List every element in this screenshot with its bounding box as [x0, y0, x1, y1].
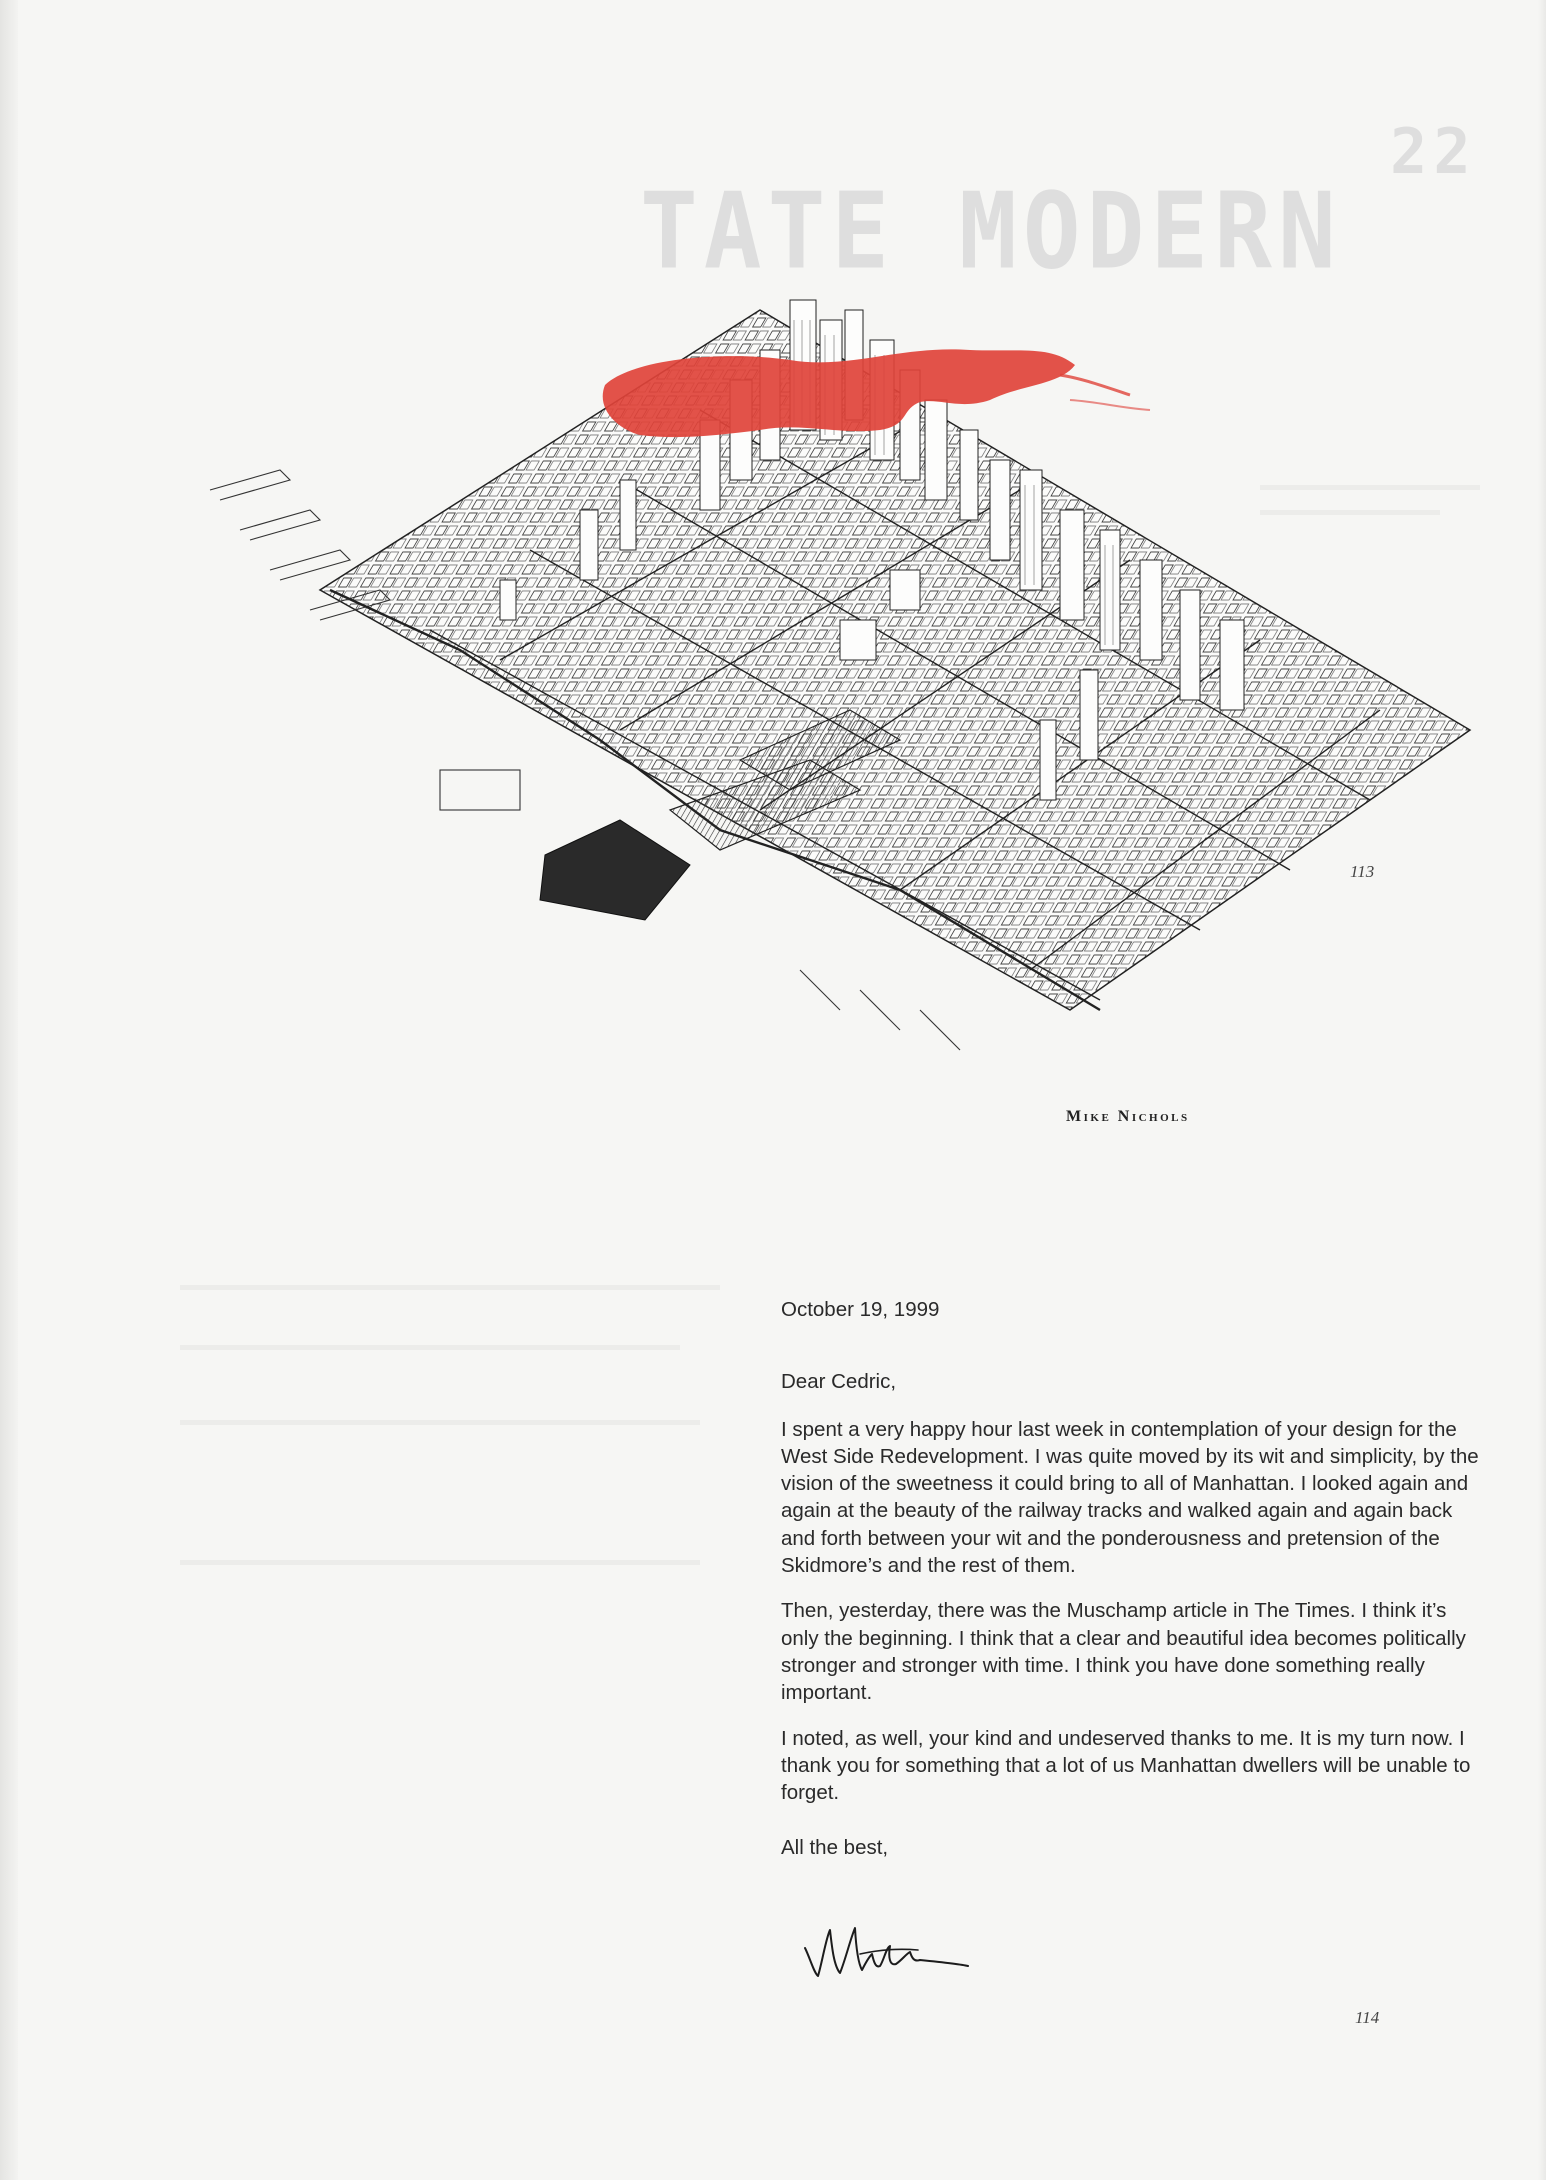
red-brushstroke: [603, 349, 1075, 437]
letter-date: October 19, 1999: [781, 1298, 940, 1321]
show-through-line: [180, 1345, 680, 1350]
letter-paragraph: I noted, as well, your kind and undeserved thanks to me. It is my turn now. I thank you for something that a lot of us Manhattan dwellers will be unable to forget.: [781, 1726, 1471, 1805]
black-pier-parcel: [540, 820, 690, 920]
isometric-city-illustration: [200, 290, 1480, 1070]
letter-body: [781, 1296, 1481, 1862]
red-brushstroke-tail: [1070, 400, 1150, 410]
letter-paragraph: I spent a very happy hour last week in contemplation of your design for the West Side Redevelopment. I was quite moved by its wit and simplicity, by the vision of the sweetness it could bring to all of Manhattan. I looked again and again at the beauty of the railway tracks and walked again and again back and forth between your wit and the ponderousness and pretension of the Skidmore’s and the rest of them.: [781, 1417, 1479, 1578]
page-number-bottom: 114: [1355, 2008, 1380, 2027]
illustration-caption: Mike Nichols: [1066, 1108, 1190, 1125]
letter-paragraph: Then, yesterday, there was the Muschamp article in The Times. I think it’s only the beginning. I think that a clear and beautiful idea becomes politically stronger and stronger with time. I think you have done something really important.: [781, 1599, 1466, 1705]
show-through-line: [180, 1285, 720, 1290]
show-through-number: 22: [1390, 115, 1477, 188]
letter-closing: All the best,: [781, 1836, 889, 1860]
show-through-line: [180, 1560, 700, 1565]
show-through-line: [180, 1420, 700, 1425]
red-brushstroke-tail: [1060, 375, 1130, 395]
letter-salutation: Dear Cedric,: [781, 1370, 897, 1394]
show-through-title: TATE MODERN: [640, 169, 1342, 293]
page-right-edge: [1538, 0, 1546, 2180]
page-number-top: 113: [1350, 862, 1375, 881]
page-binding-edge: [0, 0, 18, 2180]
handwritten-signature: [800, 1918, 970, 1988]
